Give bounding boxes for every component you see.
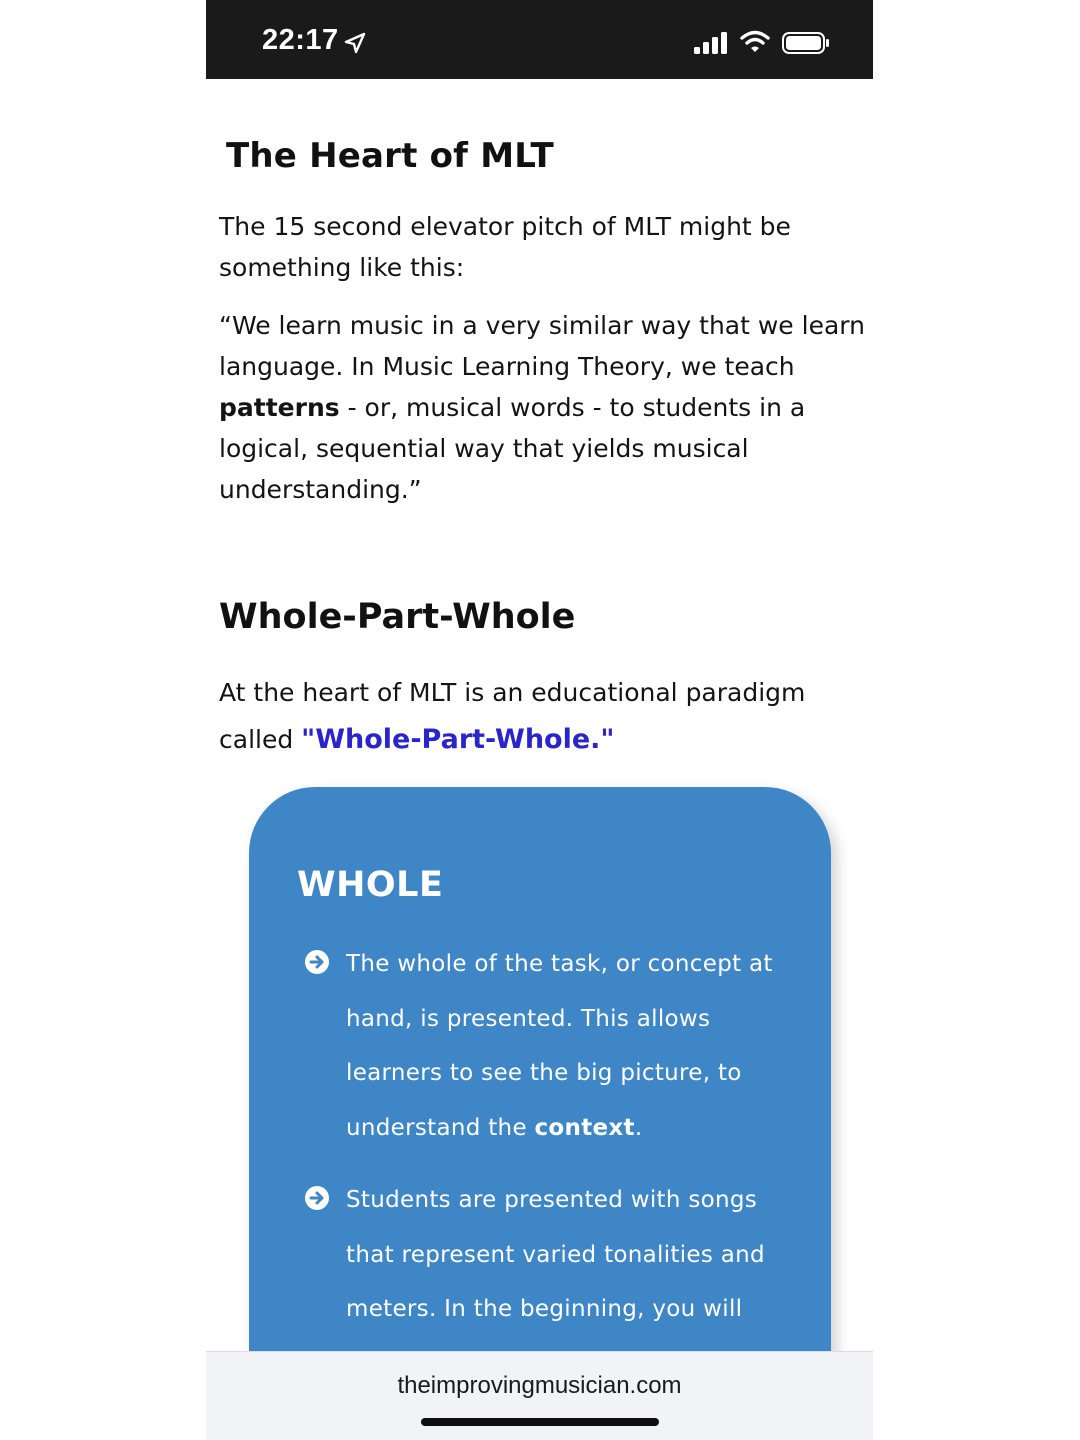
arrow-circle-right-icon <box>304 1185 330 1211</box>
location-arrow-icon <box>343 31 367 55</box>
browser-url-bar[interactable] <box>206 1351 873 1440</box>
intro-paragraph: The 15 second elevator pitch of MLT might be something like this: <box>219 212 791 282</box>
section-heading: Whole-Part-Whole <box>219 597 576 637</box>
quote-text-end: - or, musical words - to students in a logical, sequential way that yields musical understanding.” <box>219 393 806 504</box>
quote-bold-word: patterns <box>219 393 340 422</box>
bullet-text-end: . <box>634 1114 643 1141</box>
bullet-bold-word: context <box>534 1114 635 1141</box>
section-paragraph <box>219 669 869 763</box>
battery-icon <box>782 31 830 55</box>
article-heading: The Heart of MLT <box>226 136 554 176</box>
section-text: At the heart of MLT is an educational paradigm called <box>219 678 806 754</box>
whole-card <box>249 787 831 1387</box>
quote-paragraph <box>219 305 869 510</box>
bullet-text-start: Students are presented with songs that represent varied tonalities and meters. In the beginning, you will <box>346 1187 765 1322</box>
bullet-text-start: The whole of the task, or concept at hand, is presented. This allows learners to see the big picture, to understand the <box>346 951 773 1141</box>
url-text[interactable]: theimprovingmusician.com <box>397 1372 682 1399</box>
home-indicator[interactable] <box>421 1418 659 1426</box>
quote-text-start: “We learn music in a very similar way that we learn language. In Music Learning Theory, we teach <box>219 311 865 381</box>
arrow-circle-right-icon <box>304 949 330 975</box>
status-bar <box>206 0 873 79</box>
status-time: 22:17 <box>262 24 339 56</box>
card-title: WHOLE <box>297 865 444 905</box>
whole-part-whole-link[interactable]: "Whole-Part-Whole." <box>301 724 615 755</box>
wifi-icon <box>740 30 770 54</box>
phone-screen <box>206 0 873 1440</box>
bullet-text <box>346 937 806 1155</box>
cellular-signal-icon <box>694 32 730 54</box>
